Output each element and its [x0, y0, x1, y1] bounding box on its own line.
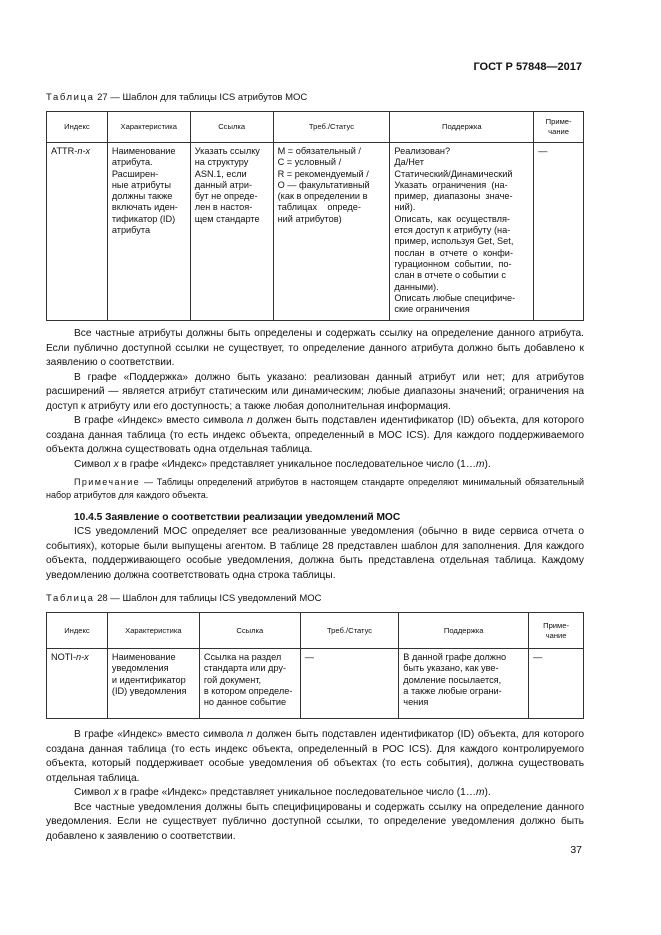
paragraph: В графе «Индекс» вместо символа n должен быть подставлен идентификатор (ID) объекта, для которого создана данная таблица (то есть индекс объекта, определенный в МОС ICS). Для каждого поддерживаемого объекта должна существовать одна отдельная таблица. [46, 415, 584, 455]
note: Примечание — Таблицы определений атрибутов в настоящем стандарте определяют минимальный обязательный набор атрибутов для каждого объекта. [46, 477, 584, 501]
header-note: Приме- чание [534, 112, 584, 143]
cell-note: — [534, 143, 584, 321]
cell-index: NOTI-n-x [47, 649, 108, 719]
paragraph: ICS уведомлений МОС определяет все реализованные уведомления (обычно в виде сервиса отчета о событиях), которые были выпущены агентом. В таблице 28 представлен шаблон для заполнения. Для каждого объекта, поддерживающего особые уведомления, должна быть представлена отдельная таблица. Каждому уведомлению должна соответствовать одна строка таблицы. [46, 526, 584, 581]
paragraph: В графе «Поддержка» должно быть указано: реализован данный атрибут или нет; для атрибутов расширений — является атрибут статическим или динамическим; любые диапазоны значений; ограничения на доступ к атрибуту или его доступность; а также любая дополнительная информация. [46, 371, 584, 412]
table28-header-row [47, 613, 584, 649]
paragraph: Все частные атрибуты должны быть определены и содержать ссылку на определение данного атрибута. Если публично доступной ссылки не существует, то определение данного атрибута должно быть добавлено к заявлению о соответствии. [46, 328, 584, 368]
header-note: Приме- чание [529, 613, 584, 649]
header-status: Треб./Статус [300, 613, 398, 649]
section-heading: 10.4.5 Заявление о соответствии реализации уведомлений МОС [74, 511, 401, 523]
cell-note: — [529, 649, 584, 719]
cell-status: M = обязательный / C = условный / R = рекомендуемый / O — факультативный (как в определении в таблицах опреде- ний атрибутов) [273, 143, 390, 321]
header-characteristic: Характеристика [107, 613, 199, 649]
text-block-2 [46, 728, 584, 844]
header-index: Индекс [47, 112, 108, 143]
paragraph: Все частные уведомления должны быть специфицированы и содержать ссылку на определение данного уведомления. Если не существует публично доступной ссылки, то определение уведомления должно быть добавлено к заявлению о соответствии. [46, 801, 584, 842]
table27 [46, 111, 584, 321]
cell-status: — [300, 649, 398, 719]
table27-header-row [47, 112, 584, 143]
paragraph: В графе «Индекс» вместо символа n должен быть подставлен идентификатор (ID) объекта, для которого создана данная таблица (то есть индекс объекта, определенный в РОС ICS). Для каждого контролируемого объекта, который поддерживает особые уведомления об объектах (то есть события), должна существовать отдельная таблица. [46, 729, 584, 784]
table-row [47, 143, 584, 321]
table27-caption: Таблица 27 — Шаблон для таблицы ICS атрибутов МОС [46, 92, 308, 103]
header-support: Поддержка [399, 613, 529, 649]
text-block-1 [46, 327, 584, 583]
paragraph: Символ x в графе «Индекс» представляет уникальное последовательное число (1…m). [74, 458, 491, 470]
header-characteristic: Характеристика [107, 112, 190, 143]
table28 [46, 612, 584, 719]
cell-reference: Ссылка на раздел стандарта или дру- гой документ, в котором определе- но данное событие [199, 649, 300, 719]
page-number: 37 [570, 844, 582, 856]
cell-characteristic: Наименование атрибута. Расширен- ные атрибуты должны также включать иден- тификатор (ID) атрибута [107, 143, 190, 321]
header-support: Поддержка [390, 112, 534, 143]
standard-number: ГОСТ Р 57848—2017 [473, 61, 582, 73]
header-reference: Ссылка [190, 112, 273, 143]
header-reference: Ссылка [199, 613, 300, 649]
cell-support: В данной графе должно быть указано, как уве- домление посылается, а также любые ограни- чения [399, 649, 529, 719]
header-index: Индекс [47, 613, 108, 649]
table28-caption: Таблица 28 — Шаблон для таблицы ICS уведомлений МОС [46, 593, 322, 604]
table-row [47, 649, 584, 719]
cell-characteristic: Наименование уведомления и идентификатор (ID) уведомления [107, 649, 199, 719]
paragraph: Символ x в графе «Индекс» представляет уникальное последовательное число (1…m). [74, 787, 491, 798]
cell-index: ATTR-n-x [47, 143, 108, 321]
header-status: Треб./Статус [273, 112, 390, 143]
cell-support: Реализован? Да/Нет Статический/Динамический Указать ограничения (на- пример, диапазоны значе- ний). Описать, как осуществля- ется доступ к атрибуту (на- пример, используя Get, Set, послан в отчете о конфи- гурационном событии, по- слан в отчете о событии с данными). Описать любые специфиче- ские ограничения [390, 143, 534, 321]
cell-reference: Указать ссылку на структуру ASN.1, если данный атри- бут не опреде- лен в настоя- щем стандарте [190, 143, 273, 321]
